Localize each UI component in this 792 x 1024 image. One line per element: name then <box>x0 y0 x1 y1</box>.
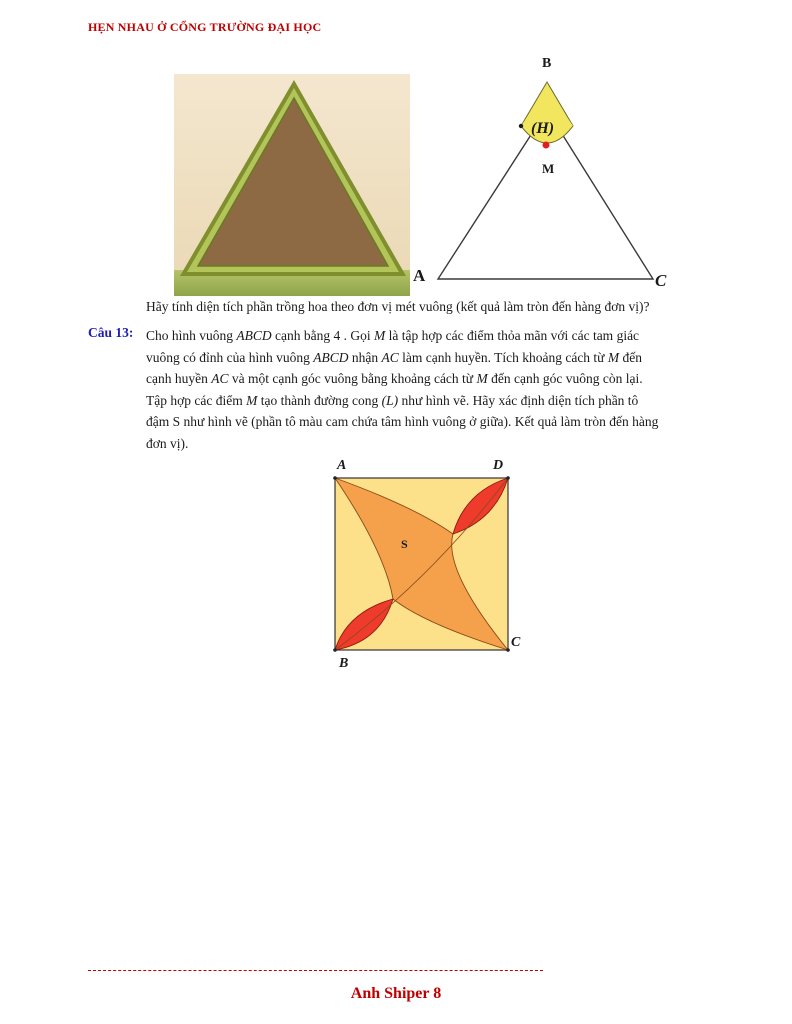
question-text: Hãy tính diện tích phần trồng hoa theo đơn vị mét vuông (kết quả làm tròn đến hàng đơn vị)? <box>146 299 650 314</box>
footer-divider <box>88 970 543 971</box>
garden-triangle-illustration <box>174 74 410 296</box>
question-13-body <box>146 325 716 454</box>
label-d: D <box>493 458 504 473</box>
point-m-icon <box>543 142 550 149</box>
question-13-label: Câu 13: <box>88 325 134 340</box>
body-line-3: cạnh huyền AC và một cạnh góc vuông bằng khoảng cách từ M đến cạnh góc vuông còn lại. <box>146 371 643 386</box>
body-line-1: Cho hình vuông ABCD cạnh bằng 4 . Gọi M là tập hợp các điểm thỏa mãn với các tam giác <box>146 328 640 343</box>
body-line-2: vuông có đỉnh của hình vuông ABCD nhận AC làm cạnh huyền. Tích khoảng cách từ M đến <box>146 349 642 365</box>
footer-author: Anh Shiper 8 <box>350 985 442 1002</box>
label-b: B <box>542 56 552 71</box>
body-line-6: đơn vị). <box>146 435 189 451</box>
label-c: C <box>511 635 521 650</box>
label-m: M <box>542 161 555 176</box>
triangle-abc-figure <box>405 50 680 292</box>
point-left-icon <box>519 124 523 128</box>
label-b: B <box>339 656 349 671</box>
label-a: A <box>337 458 347 473</box>
square-abcd-figure <box>325 452 530 672</box>
body-line-4: Tập hợp các điểm M tạo thành đường cong (L) như hình vẽ. Hãy xác định diện tích phần tô <box>146 392 639 408</box>
page-header: HẸN NHAU Ở CỔNG TRƯỜNG ĐẠI HỌC <box>88 20 322 34</box>
label-s: S <box>401 537 408 551</box>
label-h: (H) <box>531 120 555 137</box>
label-a: A <box>413 266 426 285</box>
label-c: C <box>655 271 667 290</box>
body-line-5: đậm S như hình vẽ (phần tô màu cam chứa tâm hình vuông ở giữa). Kết quả làm tròn đến hàng <box>146 414 659 429</box>
